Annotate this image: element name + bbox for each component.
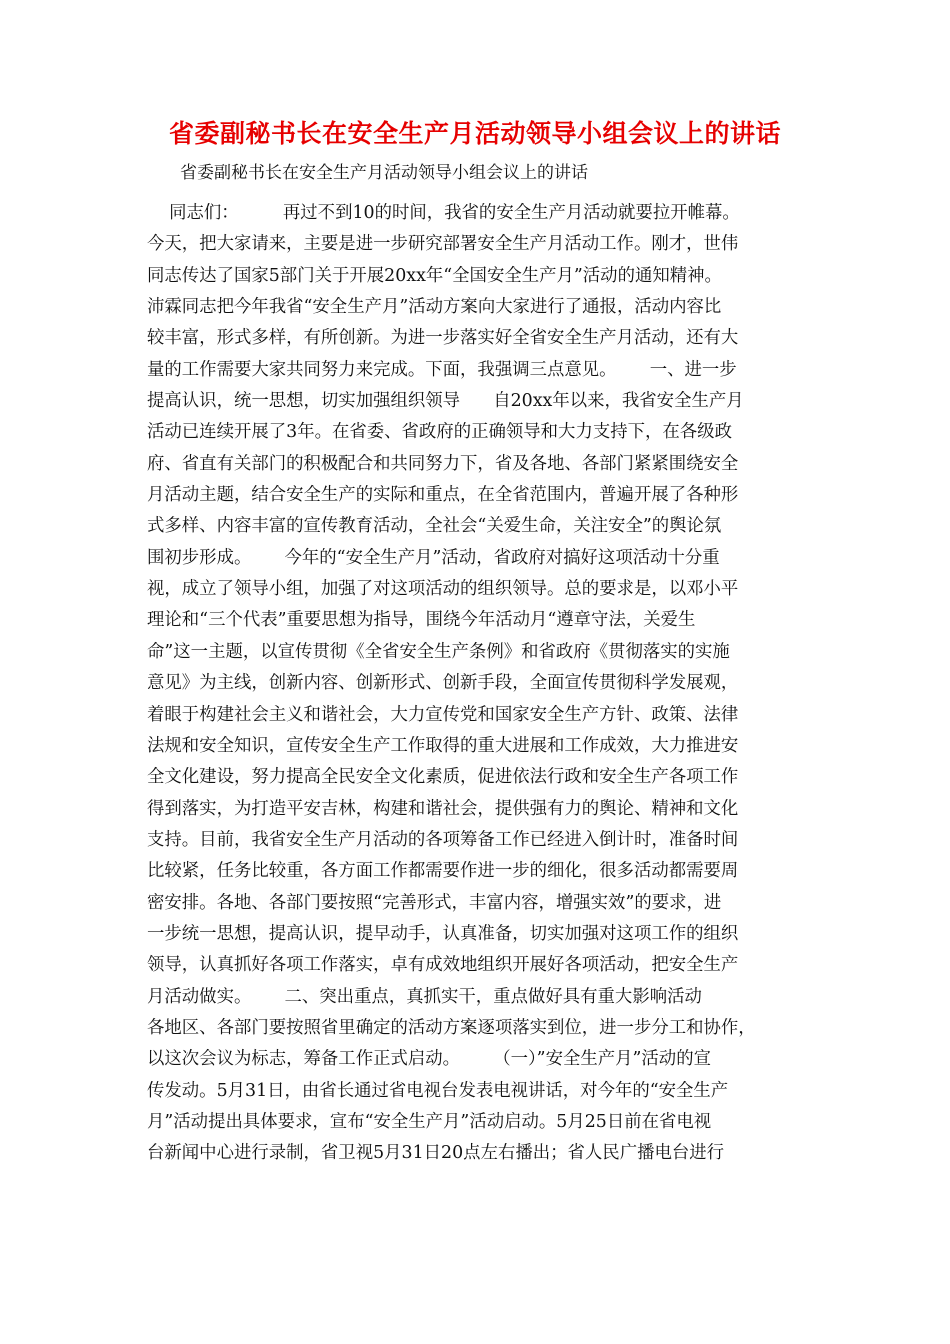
body-line: 同志们： 再过不到10的时间，我省的安全生产月活动就要拉开帷幕。 bbox=[147, 203, 740, 223]
body-line: 一步统一思想，提高认识，提早动手，认真准备，切实加强对这项工作的组织 bbox=[147, 923, 739, 944]
body-line: 理论和“三个代表”重要思想为指导，围绕今年活动月“遵章守法，关爱生 bbox=[147, 610, 696, 631]
body-line: 法规和安全知识，宣传安全生产工作取得的重大进展和工作成效，大力推进安 bbox=[147, 735, 739, 756]
body-line: 以这次会议为标志，筹备工作正式启动。 （一）”安全生产月”活动的宣 bbox=[147, 1049, 711, 1070]
body-line: 府、省直有关部门的积极配合和共同努力下，省及各地、各部门紧紧围绕安全 bbox=[147, 453, 739, 474]
document-subtitle: 省委副秘书长在安全生产月活动领导小组会议上的讲话 bbox=[180, 163, 588, 183]
body-line: 密安排。各地、各部门要按照“完善形式，丰富内容，增强实效”的要求，进 bbox=[147, 892, 722, 913]
body-line: 式多样、内容丰富的宣传教育活动，全社会“关爱生命，关注安全”的舆论氛 bbox=[147, 516, 722, 537]
body-line: 月”活动提出具体要求，宣布“安全生产月”活动启动。5月25日前在省电视 bbox=[147, 1111, 712, 1132]
document-title: 省委副秘书长在安全生产月活动领导小组会议上的讲话 bbox=[168, 119, 781, 148]
body-line: 活动已连续开展了3年。在省委、省政府的正确领导和大力支持下，在各级政 bbox=[147, 422, 732, 443]
body-line: 月活动主题，结合安全生产的实际和重点，在全省范围内，普遍开展了各种形 bbox=[147, 485, 739, 506]
body-line: 同志传达了国家5部门关于开展20xx年“全国安全生产月”活动的通知精神。 bbox=[147, 265, 722, 286]
body-line: 量的工作需要大家共同努力来完成。下面，我强调三点意见。 一、进一步 bbox=[147, 359, 737, 380]
body-line: 今天，把大家请来，主要是进一步研究部署安全生产月活动工作。刚才，世伟 bbox=[147, 234, 739, 255]
body-line: 得到落实，为打造平安吉林，构建和谐社会，提供强有力的舆论、精神和文化 bbox=[147, 798, 739, 819]
body-line: 着眼于构建社会主义和谐社会，大力宣传党和国家安全生产方针、政策、法律 bbox=[147, 704, 739, 725]
body-line: 较丰富，形式多样，有所创新。为进一步落实好全省安全生产月活动，还有大 bbox=[147, 328, 739, 349]
body-line: 传发动。5月31日，由省长通过省电视台发表电视讲话，对今年的“安全生产 bbox=[147, 1080, 729, 1101]
body-line: 各地区、各部门要按照省里确定的活动方案逐项落实到位，进一步分工和协作， bbox=[147, 1017, 756, 1038]
body-line: 台新闻中心进行录制，省卫视5月31日20点左右播出；省人民广播电台进行 bbox=[147, 1143, 725, 1164]
body-line: 沛霖同志把今年我省“安全生产月”活动方案向大家进行了通报，活动内容比 bbox=[147, 297, 722, 318]
body-line: 视，成立了领导小组，加强了对这项活动的组织领导。总的要求是，以邓小平 bbox=[147, 579, 739, 600]
body-line: 比较紧，任务比较重，各方面工作都需要作进一步的细化，很多活动都需要周 bbox=[147, 861, 739, 882]
body-line: 提高认识，统一思想，切实加强组织领导 自20xx年以来，我省安全生产月 bbox=[147, 391, 744, 412]
body-line: 领导，认真抓好各项工作落实，卓有成效地组织开展好各项活动，把安全生产 bbox=[147, 955, 739, 976]
document-body bbox=[147, 198, 807, 1170]
body-line: 意见》为主线，创新内容、创新形式、创新手段，全面宣传贯彻科学发展观， bbox=[147, 673, 739, 694]
body-line: 全文化建设，努力提高全民安全文化素质，促进依法行政和安全生产各项工作 bbox=[147, 767, 739, 788]
body-line: 月活动做实。 二、突出重点，真抓实干，重点做好具有重大影响活动 bbox=[147, 986, 702, 1007]
body-line: 命”这一主题，以宣传贯彻《全省安全生产条例》和省政府《贯彻落实的实施 bbox=[147, 641, 730, 662]
body-line: 支持。目前，我省安全生产月活动的各项筹备工作已经进入倒计时，准备时间 bbox=[147, 829, 739, 850]
body-line: 围初步形成。 今年的“安全生产月”活动，省政府对搞好这项活动十分重 bbox=[147, 547, 720, 568]
